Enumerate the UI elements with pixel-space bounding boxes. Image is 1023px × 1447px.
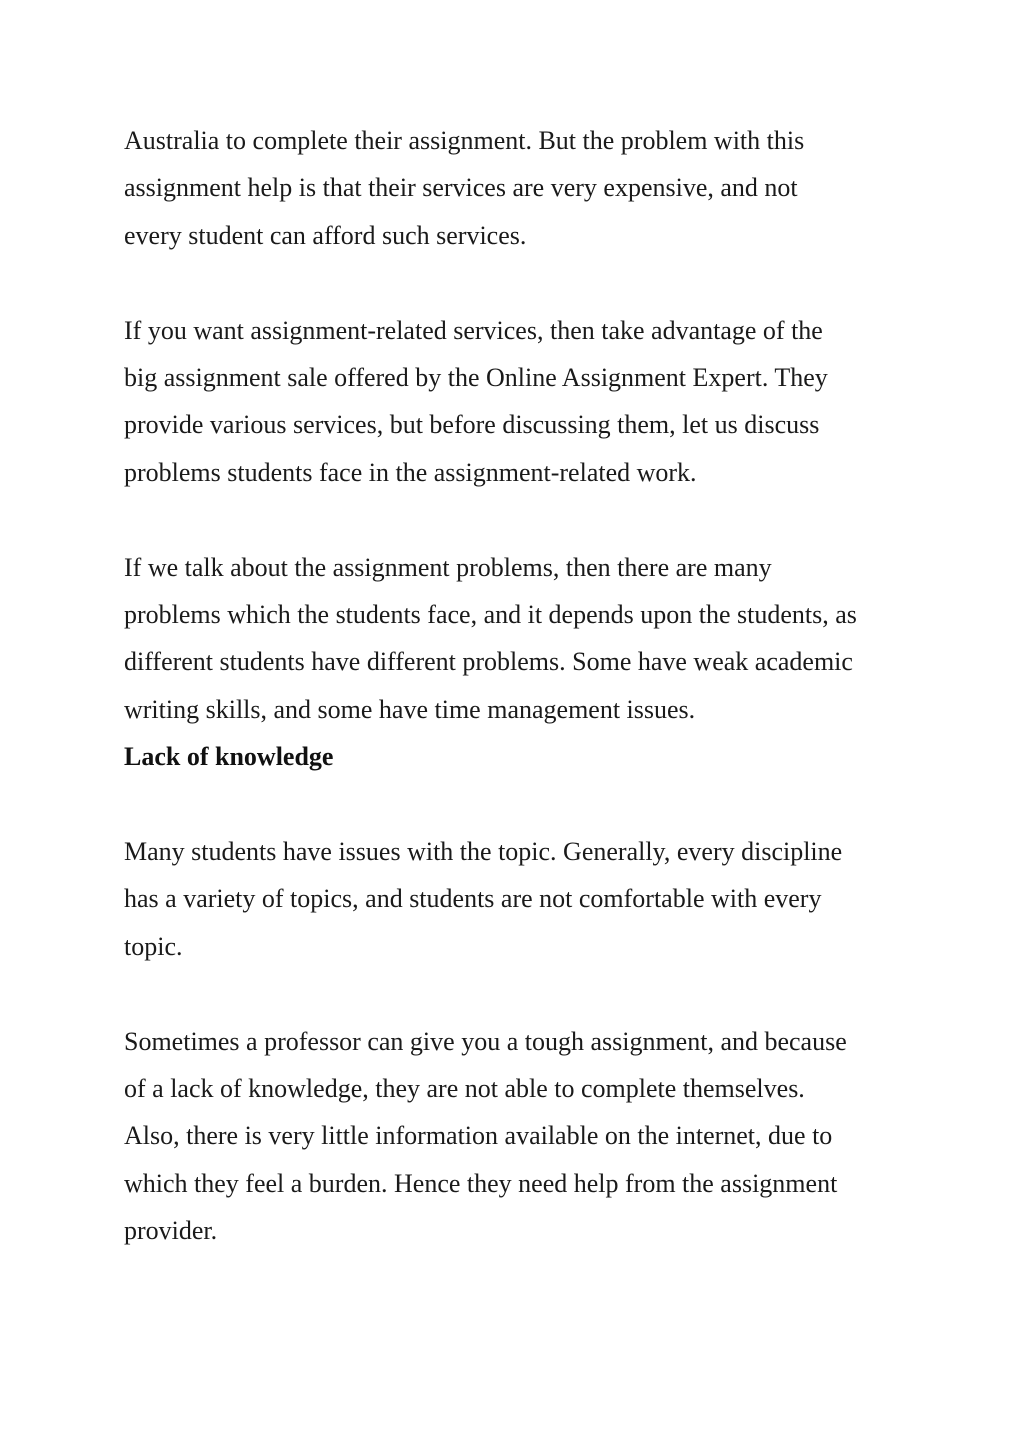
text-line: assignment help is that their services are very expensive, and not: [124, 173, 798, 203]
paragraph-spacer: [124, 781, 914, 828]
text-line: big assignment sale offered by the Online Assignment Expert. They: [124, 363, 828, 393]
paragraph-topics: [124, 828, 914, 970]
text-line: of a lack of knowledge, they are not able to complete themselves.: [124, 1074, 805, 1104]
text-line: has a variety of topics, and students are not comfortable with every: [124, 884, 822, 914]
text-line: If you want assignment-related services, then take advantage of the: [124, 315, 823, 345]
text-line: different students have different problems. Some have weak academic: [124, 647, 853, 677]
paragraph-problems: [124, 544, 914, 734]
text-line: Also, there is very little information available on the internet, due to: [124, 1121, 833, 1151]
text-line: every student can afford such services.: [124, 220, 527, 250]
text-line: writing skills, and some have time management issues.: [124, 694, 696, 724]
document-body: [124, 117, 914, 1255]
text-line: Many students have issues with the topic. Generally, every discipline: [124, 837, 843, 867]
paragraph-spacer: [124, 970, 914, 1017]
text-line: provider.: [124, 1216, 218, 1246]
text-line: problems which the students face, and it depends upon the students, as: [124, 600, 857, 630]
paragraph-spacer: [124, 496, 914, 543]
text-line: which they feel a burden. Hence they need help from the assignment: [124, 1168, 838, 1198]
text-line: provide various services, but before discussing them, let us discuss: [124, 410, 820, 440]
text-line: problems students face in the assignment-related work.: [124, 457, 697, 487]
paragraph-spacer: [124, 259, 914, 306]
text-line: If we talk about the assignment problems, then there are many: [124, 552, 772, 582]
paragraph-professor: [124, 1018, 914, 1255]
text-line: Australia to complete their assignment. But the problem with this: [124, 126, 805, 155]
paragraph-services: [124, 307, 914, 497]
paragraph-intro: [124, 117, 914, 259]
text-line: Sometimes a professor can give you a tough assignment, and because: [124, 1026, 847, 1056]
section-heading: [124, 733, 914, 780]
heading-text: Lack of knowledge: [124, 742, 334, 772]
text-line: topic.: [124, 931, 183, 961]
